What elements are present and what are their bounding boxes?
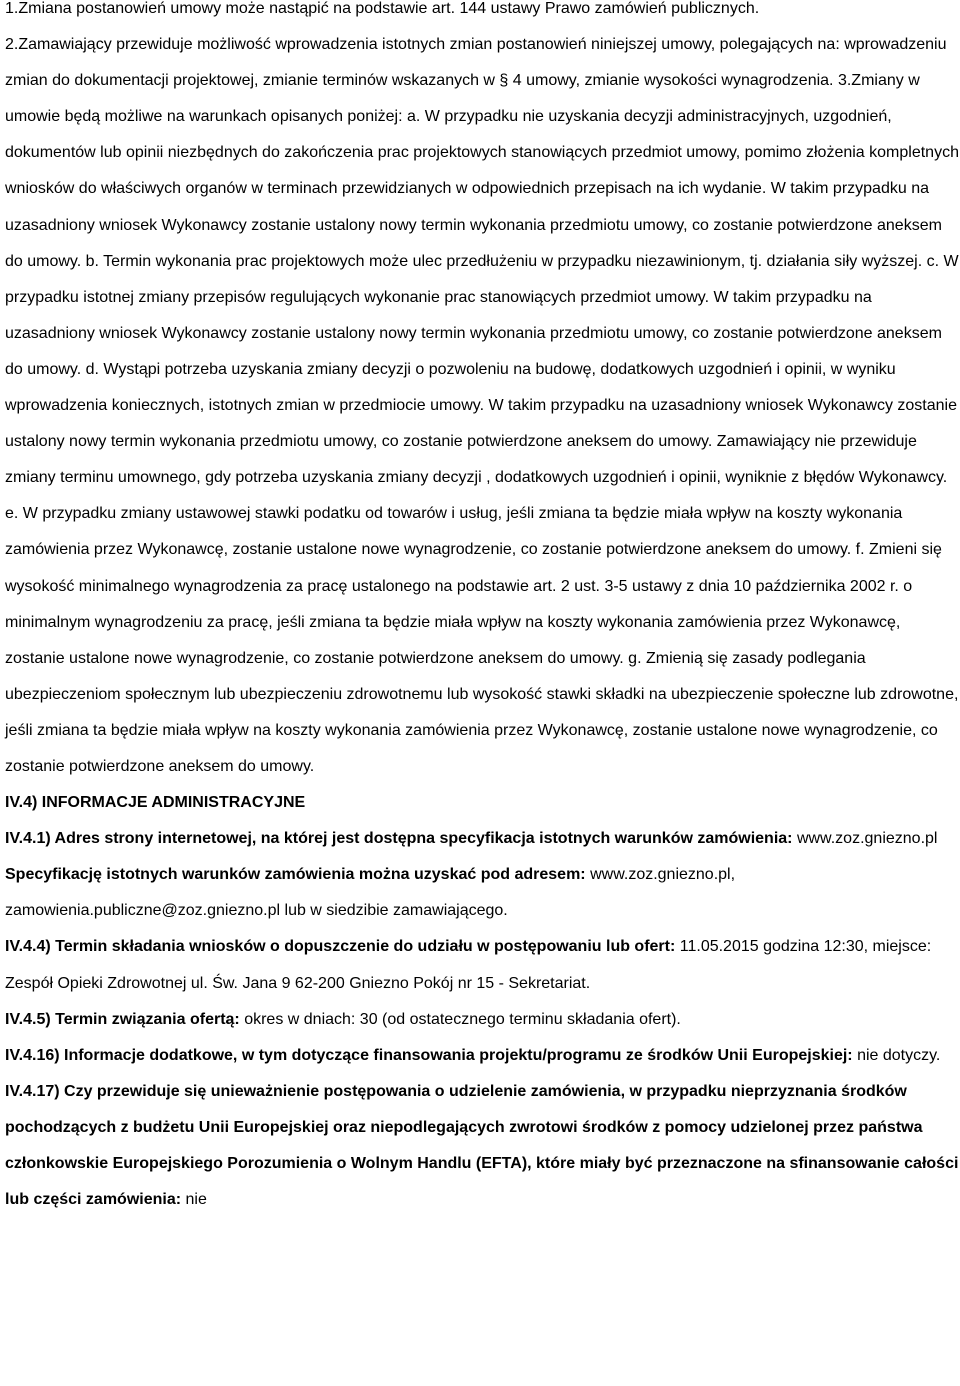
- section-heading-text: IV.4) INFORMACJE ADMINISTRACYJNE: [5, 794, 306, 812]
- siwz-address-value: www.zoz.gniezno.pl, zamowienia.publiczne@zoz.gniezno.pl lub w siedzibie zamawiającego.: [5, 866, 736, 920]
- section-iv44-label: IV.4.4) Termin składania wniosków o dopuszczenie do udziału w postępowaniu lub ofert:: [5, 938, 676, 956]
- section-iv417: [5, 1074, 960, 1218]
- section-iv416-value: nie dotyczy.: [852, 1046, 941, 1064]
- section-iv45: [5, 1002, 960, 1038]
- siwz-address-label: Specyfikację istotnych warunków zamówienia można uzyskać pod adresem:: [5, 866, 586, 884]
- section-iv41-value: www.zoz.gniezno.pl: [792, 830, 938, 848]
- section-iv44-value: 11.05.2015 godzina 12:30, miejsce: Zespół Opieki Zdrowotnej ul. Św. Jana 9 62-200 Gniezno Pokój nr 15 - Sekretariat.: [5, 938, 932, 992]
- section-iv45-value: okres w dniach: 30 (od ostatecznego terminu składania ofert).: [239, 1010, 681, 1028]
- document-body: [5, 0, 960, 1218]
- section-heading-iv4: [5, 785, 960, 821]
- section-iv416-label: IV.4.16) Informacje dodatkowe, w tym dotyczące finansowania projektu/programu ze środków Unii Europejskiej:: [5, 1046, 853, 1064]
- siwz-address: [5, 857, 960, 929]
- section-iv41-label: IV.4.1) Adres strony internetowej, na której jest dostępna specyfikacja istotnych warunków zamówienia:: [5, 830, 793, 848]
- section-iv45-label: IV.4.5) Termin związania ofertą:: [5, 1010, 240, 1028]
- paragraph-1: 1.Zmiana postanowień umowy może nastąpić na podstawie art. 144 ustawy Prawo zamówień publicznych.: [5, 0, 760, 17]
- paragraph-2: 2.Zamawiający przewiduje możliwość wprowadzenia istotnych zmian postanowień niniejszej umowy, polegających na: wprowadzeniu zmian do dokumentacji projektowej, zmianie terminów wskazanych w § 4 umowy, zmianie wysokości wynagrodzenia. 3.Zmiany w umowie będą możliwe na warunkach opisanych poniżej: a. W przypadku nie uzyskania decyzji administracyjnych, uzgodnień, dokumentów lub opinii niezbędnych do zakończenia prac projektowych stanowiących przedmiot umowy, pomimo złożenia kompletnych wniosków do właściwych organów w terminach przewidzianych w odpowiednich przepisach na ich wydanie. W takim przypadku na uzasadniony wniosek Wykonawcy zostanie ustalony nowy termin wykonania przedmiotu umowy, co zostanie potwierdzone aneksem do umowy. b. Termin wykonania prac projektowych może ulec przedłużeniu w przypadku niezawinionym, tj. działania siły wyższej. c. W przypadku istotnej zmiany przepisów regulujących wykonanie prac stanowiących przedmiot umowy. W takim przypadku na uzasadniony wniosek Wykonawcy zostanie ustalony nowy termin wykonania przedmiotu umowy, co zostanie potwierdzone aneksem do umowy. d. Wystąpi potrzeba uzyskania zmiany decyzji o pozwoleniu na budowę, dodatkowych uzgodnień i opinii, w wyniku wprowadzenia koniecznych, istotnych zmian w przedmiocie umowy. W takim przypadku na uzasadniony wniosek Wykonawcy zostanie ustalony nowy termin wykonania przedmiotu umowy, co zostanie potwierdzone aneksem do umowy. Zamawiający nie przewiduje zmiany terminu umownego, gdy potrzeba uzyskania zmiany decyzji , dodatkowych uzgodnień i opinii, wyniknie z błędów Wykonawcy. e. W przypadku zmiany ustawowej stawki podatku od towarów i usług, jeśli zmiana ta będzie miała wpływ na koszty wykonania zamówienia przez Wykonawcę, zostanie ustalone nowe wynagrodzenie, co zostanie potwierdzone aneksem do umowy. f. Zmieni się wysokość minimalnego wynagrodzenia za pracę ustalonego na podstawie art. 2 ust. 3-5 ustawy z dnia 10 października 2002 r. o minimalnym wynagrodzeniu za pracę, jeśli zmiana ta będzie miała wpływ na koszty wykonania zamówienia przez Wykonawcę, zostanie ustalone nowe wynagrodzenie, co zostanie potwierdzone aneksem do umowy. g. Zmienią się zasady podlegania ubezpieczeniom społecznym lub ubezpieczeniu zdrowotnemu lub wysokość stawki składki na ubezpieczenie społeczne lub zdrowotne, jeśli zmiana ta będzie miała wpływ na koszty wykonania zamówienia przez Wykonawcę, zostanie ustalone nowe wynagrodzenie, co zostanie potwierdzone aneksem do umowy.: [5, 36, 959, 775]
- section-iv417-label: IV.4.17) Czy przewiduje się unieważnienie postępowania o udzielenie zamówienia, w przypadku nieprzyznania środków pochodzących z budżetu Unii Europejskiej oraz niepodlegających zwrotowi środków z pomocy udzielonej przez państwa członkowskie Europejskiego Porozumienia o Wolnym Handlu (EFTA), które miały być przeznaczone na sfinansowanie całości lub części zamówienia:: [5, 1082, 959, 1209]
- section-iv41: [5, 821, 960, 857]
- section-iv44: [5, 929, 960, 1001]
- section-iv417-value: nie: [181, 1191, 207, 1209]
- section-iv416: [5, 1038, 960, 1074]
